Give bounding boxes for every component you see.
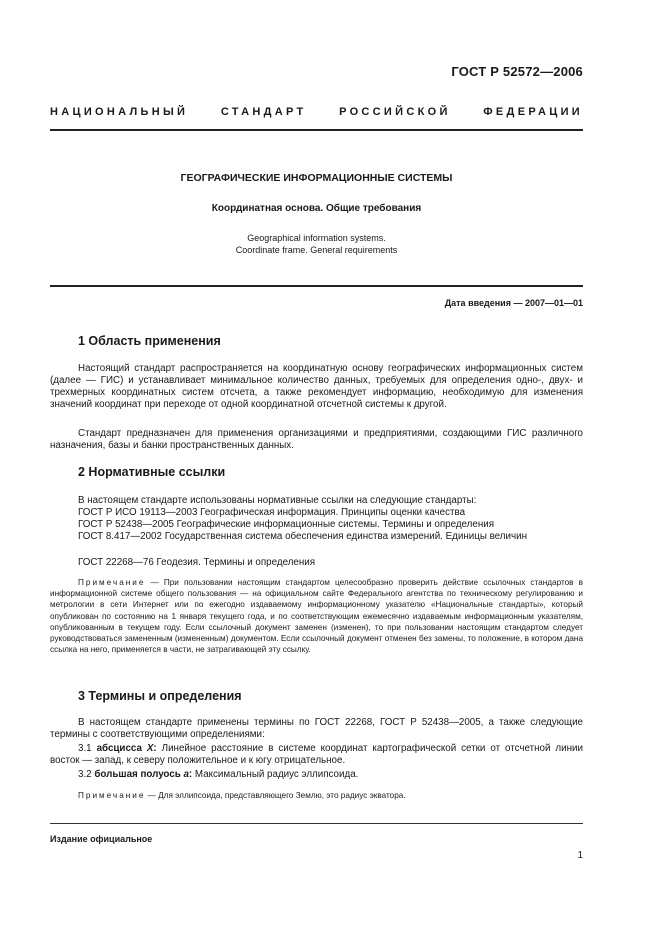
section-3-heading: 3 Термины и определения [78, 689, 242, 703]
standard-subtitle: Координатная основа. Общие требования [211, 203, 422, 214]
term-definition: 3.1 абсцисса X: Линейное расстояние в системе координат картографической сетки от отсчетной линии восток — запад, к северу положительное и к югу отрицательное. [50, 743, 583, 767]
reference-title: Геодезия. Термины и определения [156, 557, 316, 568]
term-number: 3.1 [78, 743, 92, 754]
section-2-note [50, 577, 583, 655]
term-symbol: a [183, 769, 189, 780]
term-symbol: X [146, 743, 154, 754]
term-name: абсцисса [96, 743, 142, 754]
reference-title: Географические информационные системы. Термины и определения [176, 519, 495, 530]
reference-code: ГОСТ Р 52438—2005 [78, 519, 174, 530]
reference-item [50, 557, 583, 569]
section-3-intro: В настоящем стандарте применены термины по ГОСТ 22268, ГОСТ Р 52438—2005, а также следующие термины с соответствующими определениями: [50, 717, 583, 741]
reference-item [50, 531, 583, 543]
introduction-date: Дата введения — 2007—01—01 [444, 298, 583, 308]
reference-item [50, 507, 583, 519]
term-definition: 3.2 большая полуось a: Максимальный радиус эллипсоида. [78, 769, 359, 780]
note-label: Примечание [78, 578, 146, 587]
header-divider [50, 129, 583, 131]
footer-divider [50, 823, 583, 824]
national-standard-title: НАЦИОНАЛЬНЫЙ СТАНДАРТ РОССИЙСКОЙ ФЕДЕРАЦИИ [50, 106, 583, 118]
section-2-heading: 2 Нормативные ссылки [78, 465, 226, 479]
english-title-line2: Coordinate frame. General requirements [235, 245, 398, 255]
gost-number: ГОСТ Р 52572—2006 [451, 64, 583, 79]
note-label: Примечание [78, 791, 146, 800]
section-2-intro: В настоящем стандарте использованы нормативные ссылки на следующие стандарты: [78, 495, 477, 506]
reference-code: ГОСТ 8.417—2002 [78, 531, 162, 542]
reference-title: Географическая информация. Принципы оценки качества [200, 507, 466, 518]
note-text: — При пользовании настоящим стандартом целесообразно проверить действие ссылочных стандартов в информационной системе общего пользования — на официальном сайте Федерального агентства по техническому регулированию и метрологии в сети Интернет или по ежегодно издаваемому информационному указателю «Национальные стандарты», который опубликован по состоянию на 1 января текущего года, и по соответствующим ежемесячно издаваемым информационным указателям, опубликованным в текущем году. Если ссылочный документ заменен (изменен), то при пользовании настоящим стандартом следует руководствоваться замененным (измененным) документом. Если ссылочный документ отменен без замены, то положение, в котором дана ссылка на него, применяется в части, не затрагивающей эту ссылку. [50, 578, 583, 655]
reference-title: Государственная система обеспечения единства измерений. Единицы величин [164, 531, 527, 542]
term-text: Линейное расстояние в системе координат картографической сетки от отсчетной линии восток — запад, к северу положительное и к югу отрицательное. [50, 743, 583, 767]
standard-title: ГЕОГРАФИЧЕСКИЕ ИНФОРМАЦИОННЫЕ СИСТЕМЫ [180, 172, 453, 184]
reference-code: ГОСТ Р ИСО 19113—2003 [78, 507, 198, 518]
reference-item [50, 519, 583, 531]
term-number: 3.2 [78, 769, 92, 780]
section-3-note [50, 790, 583, 801]
edition-label: Издание официальное [50, 834, 153, 844]
reference-code: ГОСТ 22268—76 [78, 557, 154, 568]
note-text: — Для эллипсоида, представляющего Землю, это радиус экватора. [147, 791, 406, 800]
section-1-heading: 1 Область применения [78, 334, 221, 348]
english-title [50, 232, 583, 256]
section-1-paragraph-1: Настоящий стандарт распространяется на координатную основу географических информационных систем (далее — ГИС) и устанавливает минимальное количество данных, требуемых для определения одно-, двух- и трехмерных координатных систем отсчета, а также рекомендует информацию, необходимую для изменения значений координат при переходе от одной координатной отсчетной системы к другой. [50, 363, 583, 411]
title-divider [50, 285, 583, 287]
term-text: Максимальный радиус эллипсоида. [194, 769, 359, 780]
term-name: большая полуось [94, 769, 181, 780]
section-1-paragraph-2: Стандарт предназначен для применения организациями и предприятиями, создающими ГИС различного назначения, базы и банки пространственных данных. [50, 428, 583, 452]
english-title-line1: Geographical information systems. [247, 233, 386, 243]
page-number: 1 [577, 850, 583, 861]
